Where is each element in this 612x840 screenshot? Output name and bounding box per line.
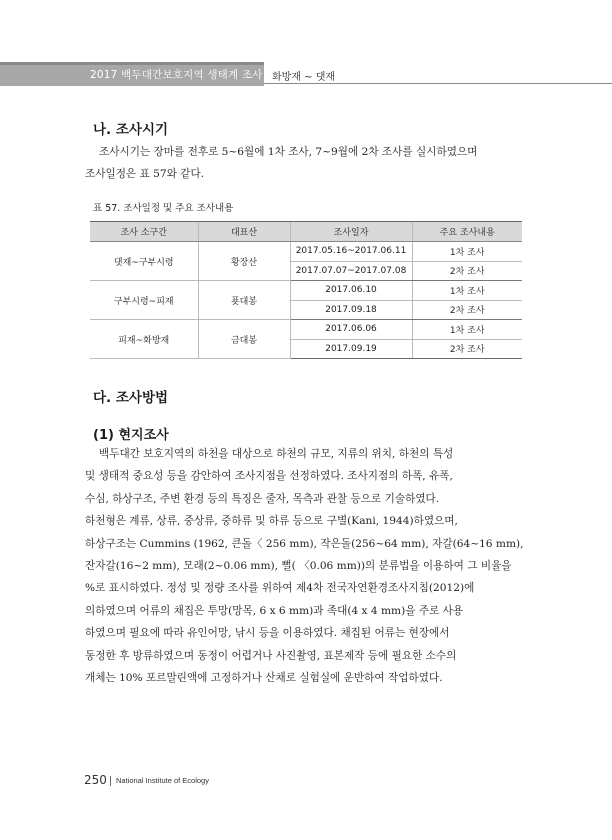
mountain-cell: 푯대봉 [198, 281, 290, 320]
table-caption: 표 57. 조사일정 및 주요 조사내용 [93, 203, 234, 214]
footer-divider [110, 776, 111, 786]
content-cell: 1차 조사 [412, 320, 522, 340]
column-header: 조사일자 [290, 222, 412, 242]
paragraph-line: 조사시기는 장마를 전후로 5~6월에 1차 조사, 7~9월에 2차 조사를 실시하였으며 [99, 146, 478, 158]
section-cell: 구부시령~피재 [90, 281, 198, 320]
date-cell: 2017.06.06 [290, 320, 412, 340]
date-cell: 2017.05.16~2017.06.11 [290, 242, 412, 262]
footer-institute: National Institute of Ecology [116, 776, 209, 785]
paragraph-line: 잔자갈(16~2 mm), 모래(2~0.06 mm), 뻘( 〈0.06 mm))의 분류법을 이용하여 그 비율을 [85, 560, 512, 573]
column-header: 조사 소구간 [90, 222, 198, 242]
paragraph-line: 백두대간 보호지역의 하천을 대상으로 하천의 규모, 지류의 위치, 하천의 특성 [99, 448, 454, 460]
page-number: 250 [84, 773, 107, 787]
paragraph-line: %로 표시하였다. 정성 및 정량 조사를 위하여 제4차 전국자연환경조사지침(2012)에 [85, 582, 475, 595]
section-heading-survey-period: 나. 조사시기 [93, 122, 169, 138]
subsection-heading-field-survey: (1) 현지조사 [93, 428, 169, 443]
running-header [0, 62, 612, 86]
content-cell: 2차 조사 [412, 339, 522, 359]
survey-period-paragraph [85, 141, 525, 186]
survey-schedule-table [90, 221, 522, 359]
paragraph-line: 동정한 후 방류하였으며 동정이 어렵거나 사진촬영, 표본제작 등에 필요한 소수의 [85, 649, 457, 662]
paragraph-line: 하였으며 필요에 따라 유인어망, 낚시 등을 이용하였다. 채집된 어류는 현장에서 [85, 627, 450, 640]
mountain-cell: 황장산 [198, 242, 290, 281]
date-cell: 2017.07.07~2017.07.08 [290, 261, 412, 281]
paragraph-line: 하상구조는 Cummins (1962, 큰돌〈 256 mm), 작은돌(256~64 mm), 자갈(64~16 mm), [85, 537, 524, 550]
mountain-cell: 금대봉 [198, 320, 290, 359]
header-grey-band [0, 62, 264, 86]
content-cell: 1차 조사 [412, 242, 522, 262]
table-row [90, 281, 522, 301]
content-cell: 1차 조사 [412, 281, 522, 301]
header-rule [264, 83, 612, 84]
column-header: 주요 조사내용 [412, 222, 522, 242]
date-cell: 2017.09.19 [290, 339, 412, 359]
paragraph-line: 개체는 10% 포르말린액에 고정하거나 산채로 실험실에 운반하여 작업하였다. [85, 672, 443, 685]
date-cell: 2017.09.18 [290, 300, 412, 320]
table-row [90, 320, 522, 340]
section-heading-survey-method: 다. 조사방법 [93, 390, 169, 406]
section-cell: 피재~화방재 [90, 320, 198, 359]
header-report-title: 2017 백두대간보호지역 생태계 조사 [90, 69, 263, 81]
paragraph-line: 수심, 하상구조, 주변 환경 등의 특징은 줄자, 목측과 관찰 등으로 기술하였다. [85, 492, 440, 505]
paragraph-line: 조사일정은 표 57와 같다. [85, 168, 205, 181]
section-cell: 댓재~구부시령 [90, 242, 198, 281]
field-survey-paragraph [85, 443, 525, 689]
table-header-row [90, 222, 522, 242]
paragraph-line: 하천형은 계류, 상류, 중상류, 중하류 및 하류 등으로 구별(Kani, 1944)하였으며, [85, 515, 458, 528]
content-cell: 2차 조사 [412, 261, 522, 281]
paragraph-line: 의하였으며 어류의 채집은 투망(망목, 6 x 6 mm)과 족대(4 x 4 mm)을 주로 사용 [85, 604, 464, 617]
table-row [90, 242, 522, 262]
date-cell: 2017.06.10 [290, 281, 412, 301]
content-cell: 2차 조사 [412, 300, 522, 320]
column-header: 대표산 [198, 222, 290, 242]
paragraph-line: 및 생태적 중요성 등을 감안하여 조사지점을 선정하였다. 조사지점의 하폭, 유폭, [85, 470, 453, 483]
header-section-title: 화방재 ~ 댓재 [272, 72, 336, 83]
